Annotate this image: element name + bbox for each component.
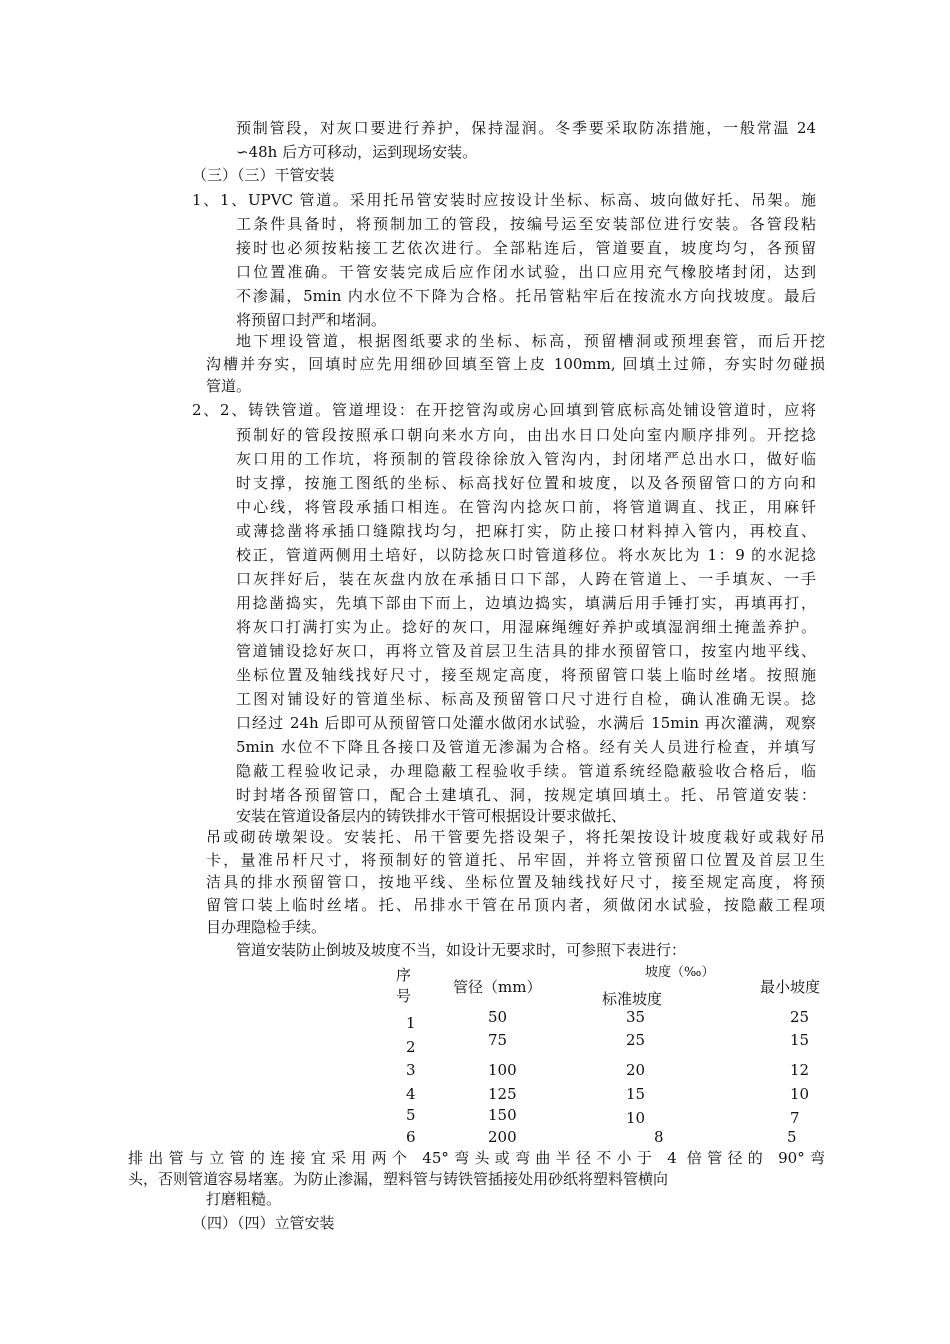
paragraph-line: 头，否则管道容易堵塞。为防止渗漏，塑料管与铸铁管插接处用砂纸将塑料管横向 [128, 1170, 669, 1188]
paragraph-line: 留管口装上临时丝堵。托、吊排水干管在吊顶内者，须做闭水试验，按隐蔽工程项 [206, 896, 825, 914]
list-item-line: 2、2、铸铁管道。管道埋设：在开挖管沟或房心回填到管底标高处铺设管道时，应将 [192, 401, 816, 419]
list-item-line: 预制好的管段按照承口朝向来水方向，由出水日口处向室内顺序排列。开挖捻 [236, 426, 816, 444]
seq-cell: 3 [406, 1061, 416, 1079]
standard-cell: 15 [626, 1085, 646, 1103]
list-item-line: 用捻凿捣实，先填下部由下而上，边填边捣实，填满后用手锤打实，再填再打， [236, 594, 816, 612]
seq-cell: 4 [406, 1085, 416, 1103]
list-item-line: 时支撑，按施工图纸的坐标、标高找好位置和坡度，以及各预留管口的方向和 [236, 474, 816, 492]
header-min-clip [760, 976, 820, 996]
list-item-line: 坐标位置及轴线找好尺寸，接至规定高度，将预留管口装上临时丝堵。按照施 [236, 666, 816, 684]
list-item-line: 口位置准确。干管安装完成后应作闭水试验，出口应用充气橡胶堵封闭，达到 [236, 263, 816, 281]
standard-cell: 35 [626, 1008, 646, 1026]
paragraph-line: 吊或砌砖墩架设。安装托、吊干管要先搭设架子，将托架按设计坡度栽好或栽好吊 [206, 828, 825, 846]
list-item-line: 不渗漏，5min 内水位不下降为合格。托吊管粘牢后在按流水方向找坡度。最后 [236, 287, 816, 305]
min-cell: 12 [790, 1061, 810, 1079]
diameter-cell: 50 [488, 1008, 508, 1026]
min-cell: 10 [790, 1085, 810, 1103]
min-cell: 5 [787, 1128, 797, 1146]
list-item-line: 时封堵各预留管口，配合土建填孔、洞，按规定填回填土。托、吊管道安装： [236, 786, 816, 804]
diameter-cell: 75 [488, 1031, 508, 1049]
diameter-cell: 150 [488, 1106, 517, 1124]
paragraph-line: 洁具的排水预留管口，按地平线、坐标位置及轴线找好尺寸，接至规定高度，将预 [206, 873, 825, 891]
paragraph-line: 管道。 [206, 377, 252, 395]
standard-cell: 10 [626, 1109, 646, 1127]
header-min: 最小坡度 [760, 978, 820, 996]
list-item-line: 口经过 24h 后即可从预留管口处灌水做闭水试验，水满后 15min 再次灌满，观察 [236, 714, 816, 732]
list-item-line: 接时也必须按粘接工艺依次进行。全部粘连后，管道要直，坡度均匀，各预留 [236, 239, 816, 257]
paragraph-line: 排出管与立管的连接宜采用两个 45°弯头或弯曲半径不小于 4 倍管径的 90°弯 [128, 1149, 825, 1167]
paragraph-line: 卡，量准吊杆尺寸，将预制好的管道托、吊牢固，并将立管预留口位置及首层卫生 [206, 851, 825, 869]
header-seq-top: 序 [396, 966, 412, 984]
list-item-line: 管道铺设捻好灰口，再将立管及首层卫生洁具的排水预留管口，按室内地平线、 [236, 642, 816, 660]
standard-cell: 8 [654, 1128, 664, 1146]
standard-cell: 20 [626, 1061, 646, 1079]
min-cell: 7 [790, 1109, 800, 1127]
diameter-cell: 125 [488, 1085, 517, 1103]
seq-cell: 6 [406, 1128, 416, 1146]
standard-cell: 25 [626, 1031, 646, 1049]
list-item-line: 工条件具备时，将预制加工的管段，按编号运至安装部位进行安装。各管段粘 [236, 215, 816, 233]
section-heading: （四）（四）立管安装 [192, 1214, 335, 1232]
seq-cell: 5 [406, 1106, 416, 1124]
list-item-line: 灰口用的工作坑，将预制的管段徐徐放入管沟内，封闭堵严总出水口，做好临 [236, 450, 816, 468]
paragraph-line: 打磨粗糙。 [206, 1190, 282, 1208]
list-item-line: 1、1、UPVC 管道。采用托吊管安装时应按设计坐标、标高、坡向做好托、吊架。施 [192, 191, 816, 209]
list-item-line: 校正，管道两侧用土培好，以防捻灰口时管道移位。将水灰比为 1：9 的水泥捻 [236, 546, 816, 564]
header-standard: 标准坡度 [602, 990, 663, 1008]
min-cell: 15 [790, 1031, 810, 1049]
header-seq-bottom: 号 [396, 987, 412, 1005]
section-heading: （三）（三）干管安装 [192, 166, 335, 184]
list-item-line: 安装在管道设备层内的铸铁排水干管可根据设计要求做托、 [236, 807, 627, 825]
header-diameter: 管径（mm） [453, 978, 542, 996]
seq-cell: 1 [406, 1014, 416, 1032]
paragraph-line: ∽48h 后方可移动，运到现场安装。 [236, 143, 478, 161]
paragraph-line: 目办理隐检手续。 [206, 918, 327, 936]
header-slope: 坡度（‰） [645, 965, 715, 980]
list-item-line: 将灰口打满打实为止。捻好的灰口，用湿麻绳缠好养护或填湿润细土掩盖养护。 [236, 618, 816, 636]
paragraph-line: 管道安装防止倒坡及坡度不当，如设计无要求时，可参照下表进行： [236, 941, 687, 959]
list-item-line: 隐蔽工程验收记录，办理隐蔽工程验收手续。管道系统经隐蔽验收合格后，临 [236, 762, 816, 780]
list-item-line: 或薄捻凿将承插口缝隙找均匀，把麻打实，防止接口材料掉入管内，再校直、 [236, 522, 816, 540]
paragraph-line: 预制管段，对灰口要进行养护，保持湿润。冬季要采取防冻措施，一般常温 24 [236, 119, 816, 137]
diameter-cell: 100 [488, 1061, 517, 1079]
list-item-line: 中心线，将管段承插口相连。在管沟内捻灰口前，将管道调直、找正，用麻钎 [236, 498, 816, 516]
diameter-cell: 200 [488, 1128, 517, 1146]
paragraph-line: 地下埋设管道，根据图纸要求的坐标、标高，预留槽洞或预埋套管，而后开挖 [236, 332, 825, 350]
list-item-line: 5min 水位不下降且各接口及管道无渗漏为合格。经有关人员进行检查，并填写 [236, 738, 816, 756]
list-item-line: 将预留口封严和堵洞。 [236, 311, 387, 329]
paragraph-line: 沟槽并夯实，回填时应先用细砂回填至管上皮 100mm, 回填土过筛，夯实时勿碰损 [206, 355, 825, 373]
seq-cell: 2 [406, 1038, 416, 1056]
min-cell: 25 [790, 1008, 810, 1026]
list-item-line: 口灰拌好后，装在灰盘内放在承插日口下部，人跨在管道上、一手填灰、一手 [236, 570, 816, 588]
list-item-line: 工图对铺设好的管道坐标、标高及预留管口尺寸进行自检，确认准确无误。捻 [236, 690, 816, 708]
